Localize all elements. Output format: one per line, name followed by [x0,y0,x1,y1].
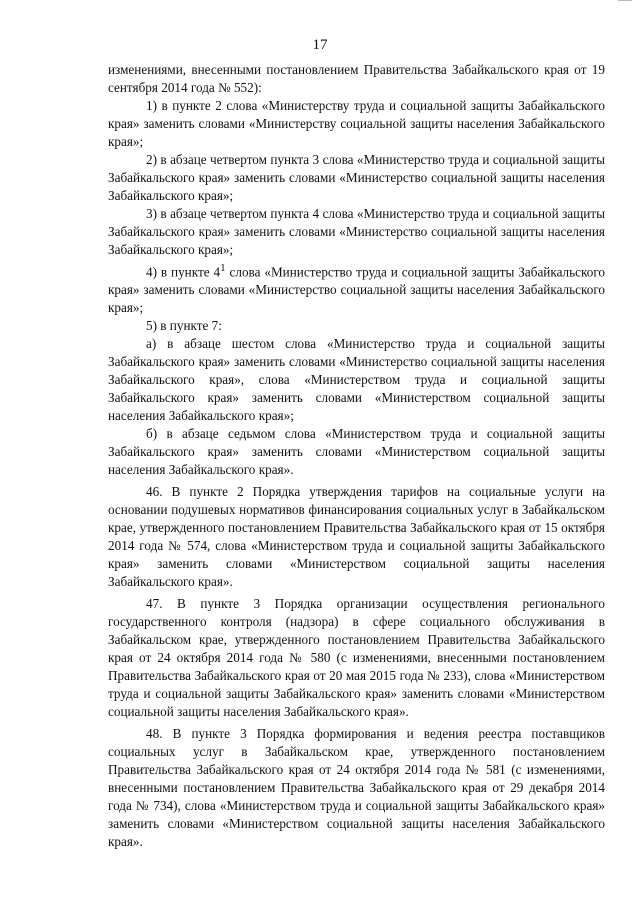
paragraph-47: 47. В пункте 3 Порядка организации осуществления регионального государственного контроля (надзора) в сфере социального обслуживания в Забайкальском крае, утвержденного постановлением Правительства Забайкальского края от 24 октября 2014 года № 580 (с изменениями, внесенными постановлением Правительства Забайкальского края от 20 мая 2015 года № 233), слова «Министерством труда и социальной защиты Забайкальского края» заменить словами «Министерством социальной защиты населения Забайкальского края». [108,596,605,720]
paragraph-item-4 [108,259,605,317]
item-4-text-start: 4) в пункте 4 [146,264,221,280]
item-4-text-end: слова «Министерство труда и социальной защиты Забайкальского края» заменить словами «Министерство социальной защиты населения Забайкальского края»; [108,264,605,316]
paragraph-48: 48. В пункте 3 Порядка формирования и ведения реестра поставщиков социальных услуг в Забайкальском крае, утвержденного постановлением Правительства Забайкальского края от 24 октября 2014 года № 581 (с изменениями, внесенными постановлением Правительства Забайкальского края от 29 декабря 2014 года № 734), слова «Министерством труда и социальной защиты Забайкальского края» заменить словами «Министерством социальной защиты населения Забайкальского края». [108,726,605,850]
paragraph-item-5b: б) в абзаце седьмом слова «Министерством труда и социальной защиты Забайкальского края» заменить словами «Министерством социальной защиты населения Забайкальского края». [108,426,605,478]
paragraph-item-1: 1) в пункте 2 слова «Министерству труда и социальной защиты Забайкальского края» заменить словами «Министерству социальной защиты населения Забайкальского края»; [108,98,605,149]
paragraph-continuation: изменениями, внесенными постановлением Правительства Забайкальского края от 19 сентября 2014 года № 552): [108,62,605,95]
paragraph-46: 46. В пункте 2 Порядка утверждения тарифов на социальные услуги на основании подушевых нормативов финансирования социальных услуг в Забайкальском крае, утвержденного постановлением Правительства Забайкальского края от 15 октября 2014 года № 574, слова «Министерством труда и социальной защиты Забайкальского края» заменить словами «Министерством социальной защиты населения Забайкальского края». [108,484,605,590]
item-4-superscript: 1 [220,262,226,274]
document-body [108,61,605,851]
paragraph-item-5a: а) в абзаце шестом слова «Министерство труда и социальной защиты Забайкальского края» заменить словами «Министерство социальной защиты населения Забайкальского края», слова «Министерством труда и социальной защиты Забайкальского края» заменить словами «Министерством социальной защиты населения Забайкальского края»; [108,336,605,424]
paragraph-item-5: 5) в пункте 7: [146,318,222,334]
paragraph-item-3: 3) в абзаце четвертом пункта 4 слова «Министерство труда и социальной защиты Забайкальского края» заменить словами «Министерство социальной защиты населения Забайкальского края»; [108,206,605,257]
corner-mark [618,0,632,1]
paragraph-item-2: 2) в абзаце четвертом пункта 3 слова «Министерство труда и социальной защиты Забайкальского края» заменить словами «Министерство социальной защиты населения Забайкальского края»; [108,152,605,203]
page-number: 17 [312,37,328,53]
